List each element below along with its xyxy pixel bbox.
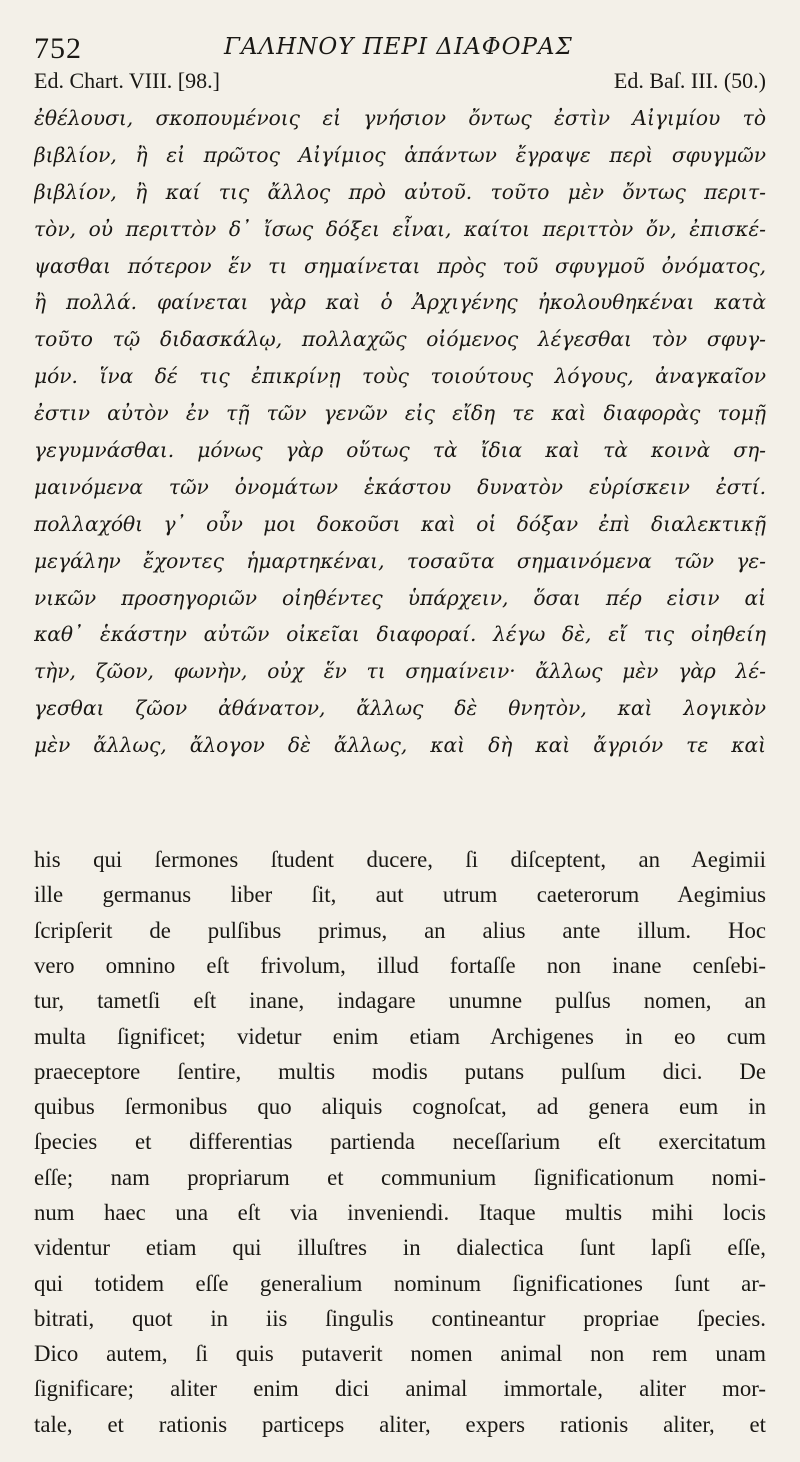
latin-line: bitrati, quot in iis ſingulis contineantur propriae ſpecies. xyxy=(34,1305,766,1331)
greek-line: τὸν, οὐ περιττὸν δ᾽ ἴσως δόξει εἶναι, καίτοι περιττὸν ὄν, ἐπισκέ- xyxy=(34,216,766,241)
latin-line: praeceptore ſentire, multis modis putans pulſum dici. De xyxy=(34,1058,766,1084)
greek-line: γεγυμνάσθαι. μόνως γὰρ οὕτως τὰ ἴδια καὶ τὰ κοινὰ ση- xyxy=(34,438,766,463)
edition-basel-reference: Ed. Baſ. III. (50.) xyxy=(613,68,766,93)
running-head xyxy=(34,28,766,68)
greek-line: νικῶν προσηγοριῶν οἰηθέντες ὑπάρχειν, ὅσαι πέρ εἰσιν αἱ xyxy=(34,585,766,610)
greek-line: καθ᾽ ἑκάστην αὐτῶν οἰκεῖαι διαφοραί. λέγω δὲ, εἴ τις οἰηθείη xyxy=(34,622,766,647)
greek-line: πολλαχόθι γ᾽ οὖν μοι δοκοῦσι καὶ οἱ δόξαν ἐπὶ διαλεκτικῇ xyxy=(34,511,766,536)
greek-line: τοῦτο τῷ διδασκάλῳ, πολλαχῶς οἰόμενος λέγεσθαι τὸν σφυγ- xyxy=(34,327,766,352)
latin-line: multa ſignificet; videtur enim etiam Archigenes in eo cum xyxy=(34,1023,766,1049)
latin-line: quibus ſermonibus quo aliquis cognoſcat, ad genera eum in xyxy=(34,1094,766,1120)
latin-line: ſcripſerit de pulſibus primus, an alius ante illum. Hoc xyxy=(34,917,766,943)
edition-reference-line xyxy=(34,68,766,98)
running-title: ΓΑΛΗΝΟΥ ΠΕΡΙ ΔΙΑΦΟΡΑΣ xyxy=(224,34,573,60)
greek-line: μὲν ἄλλως, ἄλογον δὲ ἄλλως, καὶ δὴ καὶ ἄγριόν τε καὶ xyxy=(34,733,766,758)
latin-line: ille germanus liber ſit, aut utrum caeterorum Aegimius xyxy=(34,882,766,908)
latin-line: ſpecies et differentias partienda neceſſarium eſt exercitatum xyxy=(34,1129,766,1155)
greek-text-block xyxy=(34,100,766,764)
latin-line: qui totidem eſſe generalium nominum ſignificationes ſunt ar- xyxy=(34,1270,766,1296)
latin-line: Dico autem, ſi quis putaverit nomen animal non rem unam xyxy=(34,1341,766,1367)
greek-line: βιβλίον, ἢ εἰ πρῶτος Αἰγίμιος ἁπάντων ἔγραψε περὶ σφυγμῶν xyxy=(34,142,766,167)
latin-line: vero omnino eſt frivolum, illud fortaſſe non inane cenſebi- xyxy=(34,952,766,978)
page-number: 752 xyxy=(34,32,82,65)
greek-line: γεσθαι ζῶον ἀθάνατον, ἄλλως δὲ θνητὸν, καὶ λογικὸν xyxy=(34,696,766,721)
greek-line: μαινόμενα τῶν ὀνομάτων ἑκάστου δυνατὸν εὑρίσκειν ἐστί. xyxy=(34,474,766,499)
greek-line: ἢ πολλά. φαίνεται γὰρ καὶ ὁ Ἀρχιγένης ἠκολουθηκέναι κατὰ xyxy=(34,290,766,315)
section-gap xyxy=(34,764,766,842)
latin-line: his qui ſermones ſtudent ducere, ſi diſceptent, an Aegimii xyxy=(34,847,766,873)
latin-line: ſignificare; aliter enim dici animal immortale, aliter mor- xyxy=(34,1376,766,1402)
latin-text-block xyxy=(34,842,766,1442)
latin-line: tale, et rationis particeps aliter, expers rationis aliter, et xyxy=(34,1411,766,1437)
greek-line: ἐθέλουσι, σκοπουμένοις εἰ γνήσιον ὄντως ἐστὶν Αἰγιμίου τὸ xyxy=(34,106,766,130)
latin-line: tur, tametſi eſt inane, indagare unumne pulſus nomen, an xyxy=(34,988,766,1014)
edition-chartier-reference: Ed. Chart. VIII. [98.] xyxy=(34,68,220,93)
greek-line: ἐστιν αὐτὸν ἐν τῇ τῶν γενῶν εἰς εἴδη τε καὶ διαφορὰς τομῇ xyxy=(34,401,766,426)
greek-line: βιβλίον, ἢ καί τις ἄλλος πρὸ αὐτοῦ. τοῦτο μὲν ὄντως περιτ- xyxy=(34,179,766,204)
latin-line: eſſe; nam propriarum et communium ſignificationum nomi- xyxy=(34,1164,766,1190)
latin-line: num haec una eſt via inveniendi. Itaque multis mihi locis xyxy=(34,1200,766,1225)
greek-line: τὴν, ζῶον, φωνὴν, οὐχ ἕν τι σημαίνειν· ἄλλως μὲν γὰρ λέ- xyxy=(34,659,766,684)
greek-line: μεγάλην ἔχοντες ἡμαρτηκέναι, τοσαῦτα σημαινόμενα τῶν γε- xyxy=(34,548,766,573)
greek-line: μόν. ἵνα δέ τις ἐπικρίνῃ τοὺς τοιούτους λόγους, ἀναγκαῖον xyxy=(34,364,766,389)
latin-line: videntur etiam qui illuſtres in dialectica ſunt lapſi eſſe, xyxy=(34,1235,766,1261)
greek-line: ψασθαι πότερον ἕν τι σημαίνεται πρὸς τοῦ σφυγμοῦ ὀνόματος, xyxy=(34,253,766,278)
